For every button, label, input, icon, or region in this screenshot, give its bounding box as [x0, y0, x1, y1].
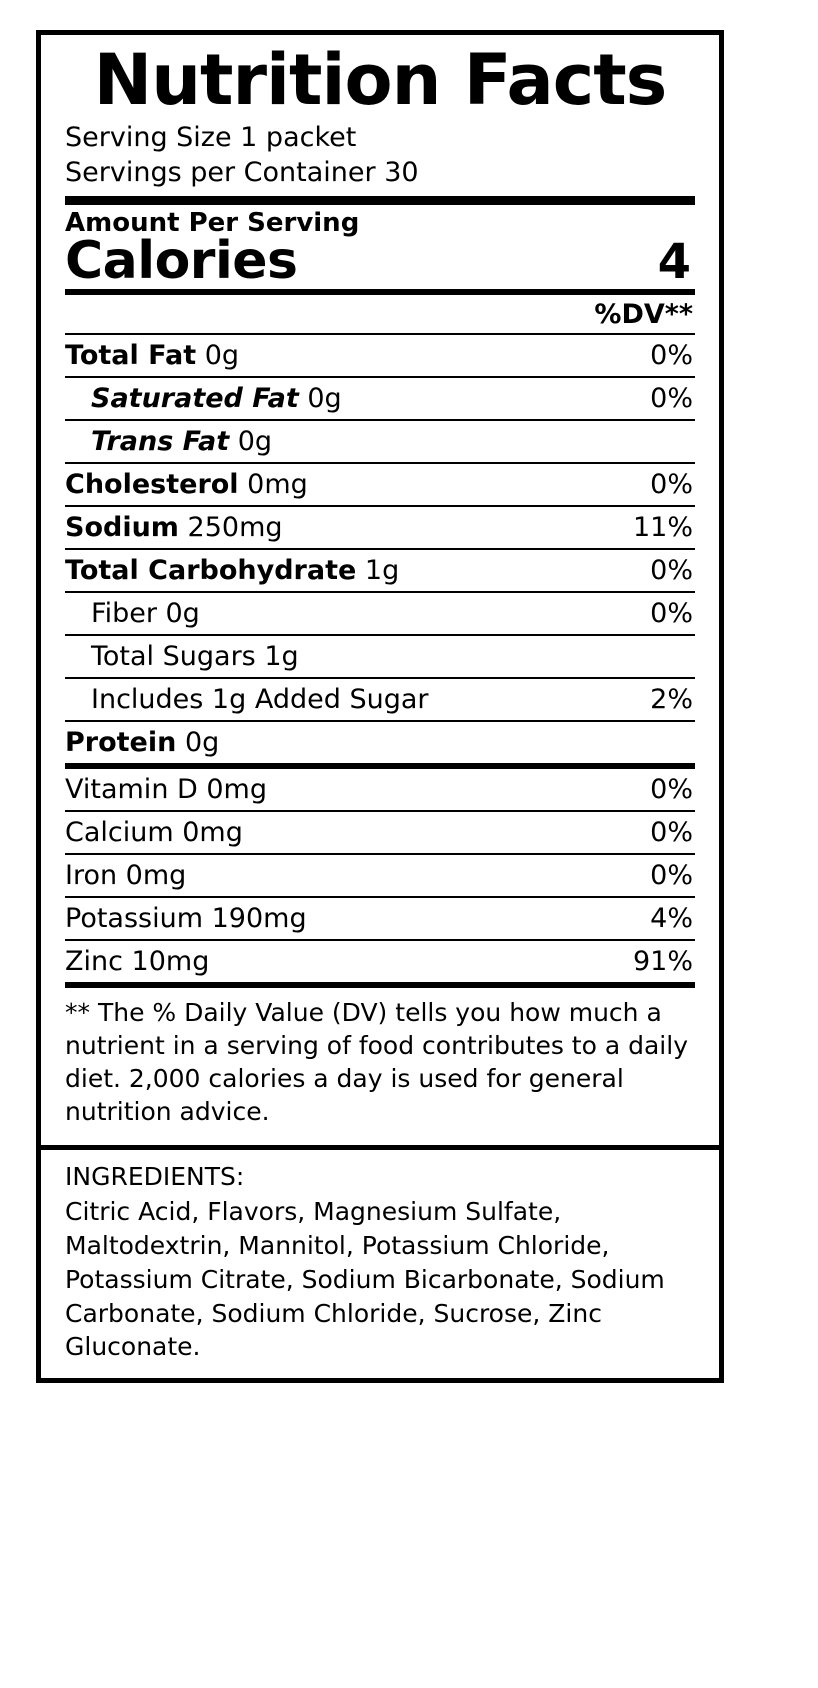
table-row	[65, 505, 695, 548]
nutrient-amount: 0g	[237, 425, 273, 457]
nutrient-dv: 4%	[650, 902, 693, 934]
nutrient-label: Potassium 190mg	[65, 902, 307, 934]
calories-label: Calories	[65, 231, 298, 292]
nutrient-label: Vitamin D 0mg	[65, 773, 267, 805]
nutrient-label: Protein	[65, 726, 177, 758]
ingredients-section	[41, 1145, 719, 1379]
nutrient-label: Total Sugars 1g	[91, 640, 299, 672]
nutrient-dv: 0%	[650, 597, 693, 629]
nutrient-label: Cholesterol	[65, 468, 239, 500]
nutrient-amount: 1g	[364, 554, 400, 586]
nutrient-amount: 0g	[184, 726, 220, 758]
servings-per-container: Servings per Container 30	[65, 156, 419, 188]
nutrient-label: Fiber 0g	[91, 597, 200, 629]
table-row	[65, 853, 695, 896]
table-row	[65, 376, 695, 419]
nutrient-rows	[65, 333, 695, 763]
nutrient-amount: 250mg	[187, 511, 283, 543]
nutrient-dv: 0%	[650, 339, 693, 371]
calories-row	[65, 231, 695, 292]
calories-value: 4	[657, 234, 691, 291]
nutrient-label: Includes 1g Added Sugar	[91, 683, 429, 715]
table-row	[65, 462, 695, 505]
amount-per-serving-label: Amount Per Serving	[65, 208, 360, 239]
page-title: Nutrition Facts	[93, 39, 667, 121]
table-row	[65, 810, 695, 853]
table-row	[65, 769, 695, 810]
nutrition-panel	[41, 39, 719, 1145]
nutrient-label: Calcium 0mg	[65, 816, 243, 848]
vitamin-rows	[65, 769, 695, 982]
table-row	[65, 677, 695, 720]
table-row	[65, 720, 695, 763]
nutrition-facts-label	[36, 30, 724, 1383]
divider-thick-top	[65, 196, 695, 205]
table-row	[65, 591, 695, 634]
nutrient-label: Total Carbohydrate	[65, 554, 357, 586]
nutrient-dv: 2%	[650, 683, 693, 715]
ingredients-title: INGREDIENTS:	[65, 1161, 245, 1191]
nutrient-dv: 0%	[650, 859, 693, 891]
daily-value-header: %DV**	[594, 298, 693, 330]
nutrient-dv: 0%	[650, 382, 693, 414]
ingredients-list: Citric Acid, Flavors, Magnesium Sulfate, Maltodextrin, Mannitol, Potassium Chloride, Potassium Citrate, Sodium Bicarbonate, Sodium Carbonate, Sodium Chloride, Sucrose, Zinc Gluconate.	[65, 1197, 665, 1362]
table-row	[65, 419, 695, 462]
nutrient-dv: 0%	[650, 816, 693, 848]
nutrient-dv: 91%	[632, 945, 693, 977]
nutrient-label: Total Fat	[65, 339, 197, 371]
table-row	[65, 548, 695, 591]
table-row	[65, 333, 695, 376]
nutrient-amount: 0mg	[247, 468, 308, 500]
daily-value-footnote: ** The % Daily Value (DV) tells you how much a nutrient in a serving of food contributes to a daily diet. 2,000 calories a day is used for general nutrition advice.	[65, 997, 688, 1127]
table-row	[65, 896, 695, 939]
nutrient-label: Iron 0mg	[65, 859, 187, 891]
nutrient-dv: 0%	[650, 773, 693, 805]
nutrient-label: Trans Fat	[91, 425, 230, 457]
nutrient-label: Saturated Fat	[91, 382, 299, 414]
nutrient-dv: 11%	[632, 511, 693, 543]
nutrient-dv: 0%	[650, 468, 693, 500]
nutrient-dv: 0%	[650, 554, 693, 586]
serving-size: Serving Size 1 packet	[65, 122, 357, 153]
nutrient-label: Zinc 10mg	[65, 945, 210, 977]
nutrient-amount: 0g	[204, 339, 240, 371]
nutrient-label: Sodium	[65, 511, 179, 543]
table-row	[65, 939, 695, 982]
table-row	[65, 634, 695, 677]
nutrient-amount: 0g	[307, 382, 342, 414]
